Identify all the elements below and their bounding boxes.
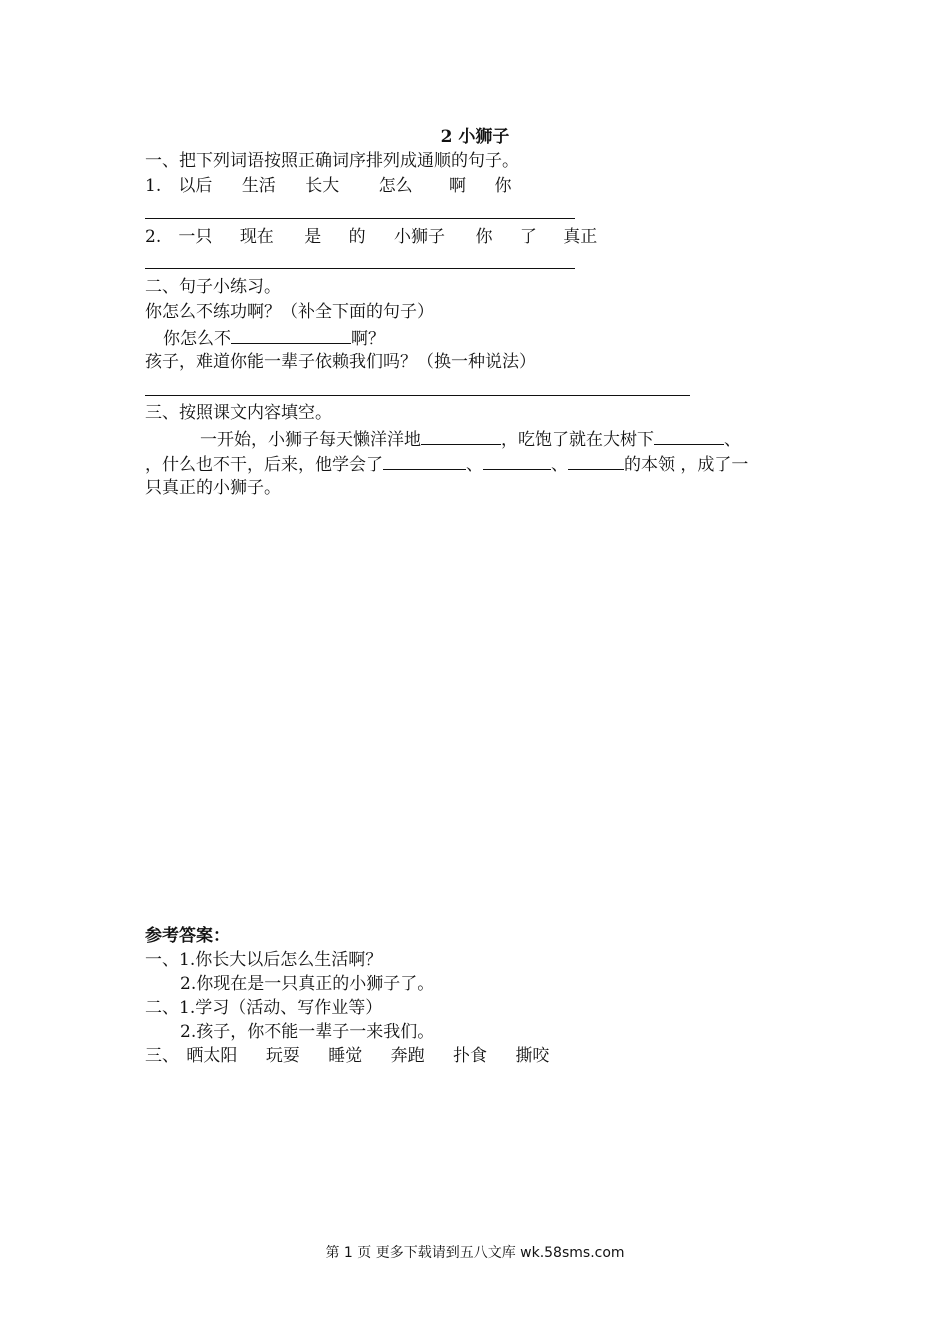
sentence-start: 你怎么不 <box>163 329 231 349</box>
answer-line <box>145 395 690 396</box>
answer-word: 奔跑 <box>390 1046 425 1066</box>
answer-word: 睡觉 <box>328 1046 363 1066</box>
section-3-para-line-3: 只真正的小狮子。 <box>145 478 281 498</box>
word: 小狮子 <box>394 227 446 247</box>
text: 、 <box>551 455 568 475</box>
answer-word: 撕咬 <box>515 1046 550 1066</box>
word: 真正 <box>563 227 598 247</box>
text: ，吃饱了就在大树下 <box>501 430 654 450</box>
item-number: 2. <box>145 227 162 247</box>
item-number: 1. <box>145 176 162 196</box>
fill-blank <box>383 452 466 470</box>
answer-2-1: 二、1.学习（活动、写作业等） <box>145 998 383 1018</box>
sentence-end: 啊？ <box>351 329 385 349</box>
answer-word: 晒太阳 <box>186 1046 238 1066</box>
word: 以后 <box>178 176 213 196</box>
answer-2-2: 2.孩子，你不能一辈子一来我们。 <box>180 1022 435 1042</box>
answer-line <box>145 218 575 219</box>
word: 了 <box>519 227 537 247</box>
page-title: 2 小狮子 <box>440 127 510 147</box>
fill-blank <box>421 427 501 445</box>
section-3-para-line-2 <box>145 452 748 476</box>
word: 的 <box>348 227 366 247</box>
answer-word: 玩耍 <box>265 1046 300 1066</box>
text: 的本领 ，成了一 <box>624 455 749 475</box>
word: 一只 <box>178 227 213 247</box>
fill-blank <box>654 427 724 445</box>
fill-blank <box>568 452 624 470</box>
answer-prefix: 三、 <box>145 1046 179 1066</box>
text: 一开始，小狮子每天懒洋洋地 <box>200 430 421 450</box>
section-3-para-line-1 <box>200 427 741 451</box>
word: 生活 <box>241 176 276 196</box>
answer-1-2: 2.你现在是一只真正的小狮子了。 <box>180 974 435 994</box>
section-1-item-2 <box>145 226 597 248</box>
answer-1-1: 一、1.你长大以后怎么生活啊？ <box>145 950 383 970</box>
word: 啊 <box>449 176 467 196</box>
fill-blank <box>483 452 551 470</box>
section-2-line-2 <box>163 326 385 350</box>
answers-heading: 参考答案： <box>145 926 230 946</box>
text: 、 <box>466 455 483 475</box>
answer-line <box>145 268 575 269</box>
answer-3 <box>145 1045 549 1067</box>
section-2-heading: 二、句子小练习。 <box>145 277 281 297</box>
section-1-item-1 <box>145 175 511 197</box>
section-2-line-3: 孩子，难道你能一辈子依赖我们吗？（换一种说法） <box>145 352 536 372</box>
page-footer: 第 1 页 更多下载请到五八文库 wk.58sms.com <box>325 1245 625 1261</box>
section-3-heading: 三、按照课文内容填空。 <box>145 403 332 423</box>
section-2-line-1: 你怎么不练功啊？（补全下面的句子） <box>145 302 434 322</box>
word: 怎么 <box>378 176 413 196</box>
word: 现在 <box>239 227 274 247</box>
word: 长大 <box>305 176 340 196</box>
word: 是 <box>304 227 322 247</box>
section-1-heading: 一、把下列词语按照正确词序排列成通顺的句子。 <box>145 151 519 171</box>
fill-blank <box>231 326 351 344</box>
text: ，什么也不干，后来，他学会了 <box>145 455 383 475</box>
word: 你 <box>494 176 512 196</box>
answer-word: 扑食 <box>453 1046 488 1066</box>
word: 你 <box>475 227 493 247</box>
text: 、 <box>724 430 741 450</box>
